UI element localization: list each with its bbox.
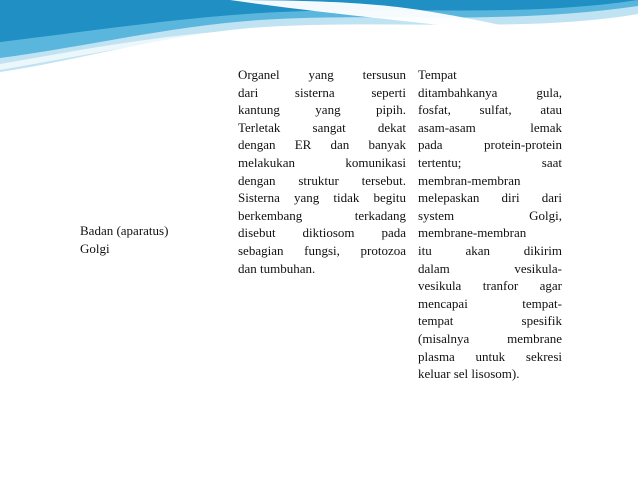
function-line: melepaskan diri dari xyxy=(418,190,562,206)
description-line: dan tumbuhan. xyxy=(238,260,316,276)
description-line: Organel yang tersusun xyxy=(238,67,406,82)
function-line: pada protein-protein xyxy=(418,137,562,153)
description-line: disebut diktiosom pada xyxy=(238,225,406,241)
structure-description-cell xyxy=(238,66,406,277)
function-line: tertentu; saat xyxy=(418,154,562,170)
function-line: plasma untuk sekresi xyxy=(418,348,562,364)
function-line: Tempat xyxy=(418,67,457,82)
description-line: dengan ER dan banyak xyxy=(238,137,406,153)
function-line: keluar sel lisosom). xyxy=(418,366,520,382)
function-line: ditambahkanya gula, xyxy=(418,84,562,100)
description-line: dengan struktur tersebut. xyxy=(238,172,406,188)
function-line: asam-asam lemak xyxy=(418,119,562,135)
function-line: vesikula tranfor agar xyxy=(418,278,562,294)
function-line: tempat spesifik xyxy=(418,313,562,329)
organelle-name-line: Badan (aparatus) xyxy=(80,223,169,238)
organelle-name-cell xyxy=(80,222,210,257)
description-line: sebagian fungsi, protozoa xyxy=(238,242,406,258)
description-line: kantung yang pipih. xyxy=(238,102,406,118)
organelle-name-line: Golgi xyxy=(80,240,110,256)
description-line: melakukan komunikasi xyxy=(238,154,406,170)
function-line: dalam vesikula- xyxy=(418,260,562,276)
description-line: berkembang terkadang xyxy=(238,207,406,223)
description-line: dari sisterna seperti xyxy=(238,84,406,100)
function-description-cell xyxy=(418,66,562,383)
function-line: mencapai tempat- xyxy=(418,295,562,311)
description-line: Sisterna yang tidak begitu xyxy=(238,190,406,206)
description-line: Terletak sangat dekat xyxy=(238,119,406,135)
function-line: membran-membran xyxy=(418,172,521,188)
function-line: (misalnya membrane xyxy=(418,330,562,346)
function-line: system Golgi, xyxy=(418,207,562,223)
function-line: itu akan dikirim xyxy=(418,242,562,258)
function-line: membrane-membran xyxy=(418,225,527,241)
function-line: fosfat, sulfat, atau xyxy=(418,102,562,118)
